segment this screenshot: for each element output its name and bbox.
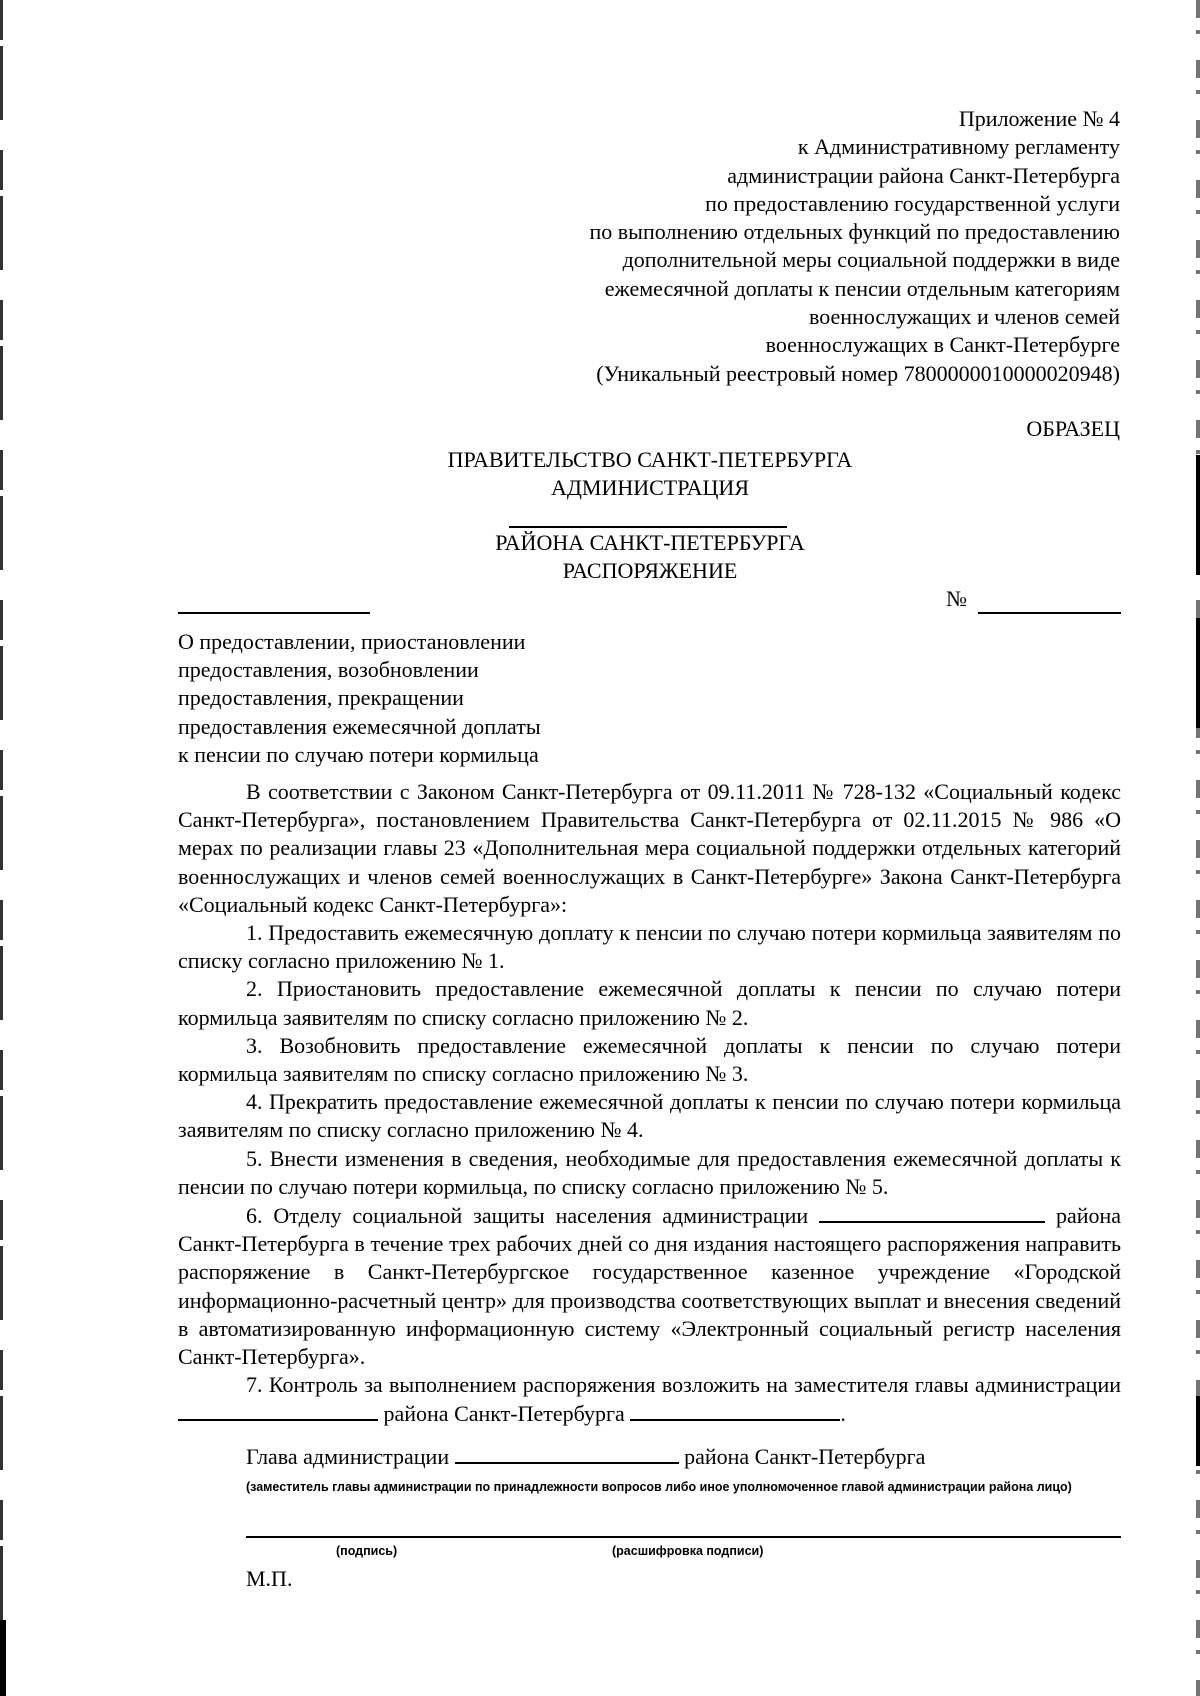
signatory-district: района Санкт-Петербурга xyxy=(684,1444,926,1469)
order-item-6 xyxy=(178,1201,1121,1371)
order-item-6-end: района Санкт-Петербурга в течение трех рабочих дней со дня издания настоящего распоряжения направить распоряжение в Санкт-Петербургское государственное казенное учреждение «Городской информационно-расчетный центр» для производства соответствующих выплат и внесения сведений в автоматизированную информационную систему «Электронный социальный регистр населения Санкт-Петербурга». xyxy=(178,1203,1122,1370)
subject-line: предоставления, прекращении xyxy=(178,685,464,711)
order-item-6-start: 6. Отделу социальной защиты населения администрации xyxy=(246,1203,809,1229)
preamble-paragraph: В соответствии с Законом Санкт-Петербурга от 09.11.2011 № 728-132 «Социальный кодекс Санкт-Петербурга», постановлением Правительства Санкт-Петербурга от 02.11.2015 № 986 «О мерах по реализации главы 23 «Дополнительная мера социальной поддержки отдельных категорий военнослужащих и членов семей военнослужащих в Санкт-Петербурге» Закона Санкт-Петербурга «Социальный кодекс Санкт-Петербурга»: xyxy=(178,779,1121,917)
header-line: дополнительной меры социальной поддержки в виде xyxy=(622,247,1120,273)
organization-line: РАЙОНА САНКТ-ПЕТЕРБУРГА xyxy=(495,530,805,555)
signature-decode-caption: (расшифровка подписи) xyxy=(612,1544,764,1558)
date-blank-line xyxy=(178,612,370,614)
scan-edge-left xyxy=(0,0,3,1696)
subject-line: предоставления ежемесячной доплаты xyxy=(178,713,541,739)
scan-edge-right-mark xyxy=(1196,455,1200,575)
signature-rule xyxy=(246,1536,1121,1538)
order-item-7-start: 7. Контроль за выполнением распоряжения возложить на заместителя главы администрации xyxy=(246,1372,1121,1398)
district-name-blank xyxy=(455,1442,679,1464)
header-line: военнослужащих и членов семей xyxy=(809,304,1120,330)
header-line: Приложение № 4 xyxy=(958,106,1120,131)
header-line: по выполнению отдельных функций по предоставлению xyxy=(589,219,1120,245)
administration-name-blank xyxy=(819,1201,1045,1223)
signature-caption: (подпись) xyxy=(336,1544,398,1558)
order-item-2: 2. Приостановить предоставление ежемесячной доплаты к пенсии по случаю потери кормильца заявителям по списку согласно приложению № 2. xyxy=(178,976,1121,1030)
signatory-note: (заместитель главы администрации по принадлежности вопросов либо иное уполномоченное главой администрации района лицо) xyxy=(246,1480,1072,1494)
document-type: РАСПОРЯЖЕНИЕ xyxy=(562,558,738,583)
signatory-line xyxy=(246,1442,925,1470)
header-line: (Уникальный реестровый номер 7800000010000020948) xyxy=(596,360,1120,386)
seal-placeholder: М.П. xyxy=(246,1566,293,1591)
deputy-name-blank xyxy=(630,1399,840,1421)
number-blank-line xyxy=(978,612,1121,614)
header-line: к Административному регламенту xyxy=(797,134,1120,160)
order-item-5: 5. Внести изменения в сведения, необходимые для предоставления ежемесячной доплаты к пенсии по случаю потери кормильца, по списку согласно приложению № 5. xyxy=(178,1145,1121,1199)
order-item-7 xyxy=(178,1371,1121,1428)
organization-top xyxy=(350,446,950,502)
order-item-1: 1. Предоставить ежемесячную доплату к пенсии по случаю потери кормильца заявителям по списку согласно приложению № 1. xyxy=(178,920,1121,974)
header-line: администрации района Санкт-Петербурга xyxy=(727,162,1120,188)
order-item-7-end: . xyxy=(840,1401,846,1427)
document-body xyxy=(178,778,1121,1429)
subject-line: к пенсии по случаю потери кормильца xyxy=(178,741,539,767)
administration-name-blank xyxy=(178,1399,378,1421)
header-line: по предоставлению государственной услуги xyxy=(705,190,1120,216)
scan-edge-right-mark xyxy=(1196,1396,1200,1466)
order-item-3: 3. Возобновить предоставление ежемесячной доплаты к пенсии по случаю потери кормильца заявителям по списку согласно приложению № 3. xyxy=(178,1032,1121,1087)
organization-line: ПРАВИТЕЛЬСТВО САНКТ-ПЕТЕРБУРГА xyxy=(447,447,853,472)
organization-bottom xyxy=(350,529,950,585)
scan-edge-left-mark xyxy=(0,1620,6,1696)
order-item-4: 4. Прекратить предоставление ежемесячной доплаты к пенсии по случаю потери кормильца заявителям по списку согласно приложению № 4. xyxy=(178,1089,1121,1143)
scan-edge-right-mark xyxy=(1196,618,1200,728)
organization-line: АДМИНИСТРАЦИЯ xyxy=(551,475,749,500)
header-line: ежемесячной доплаты к пенсии отдельным категориям xyxy=(604,275,1120,301)
header-line: военнослужащих в Санкт-Петербурге xyxy=(765,332,1120,358)
subject-line: предоставления, возобновлении xyxy=(178,657,479,683)
subject-line: О предоставлении, приостановлении xyxy=(178,629,526,654)
organization-divider xyxy=(509,526,787,528)
appendix-header xyxy=(420,105,1120,388)
document-subject xyxy=(178,628,638,769)
order-item-7-middle: района Санкт-Петербурга xyxy=(383,1401,625,1427)
number-label: № xyxy=(946,586,967,611)
signatory-title: Глава администрации xyxy=(246,1444,450,1469)
sample-label: ОБРАЗЕЦ xyxy=(1026,416,1120,441)
